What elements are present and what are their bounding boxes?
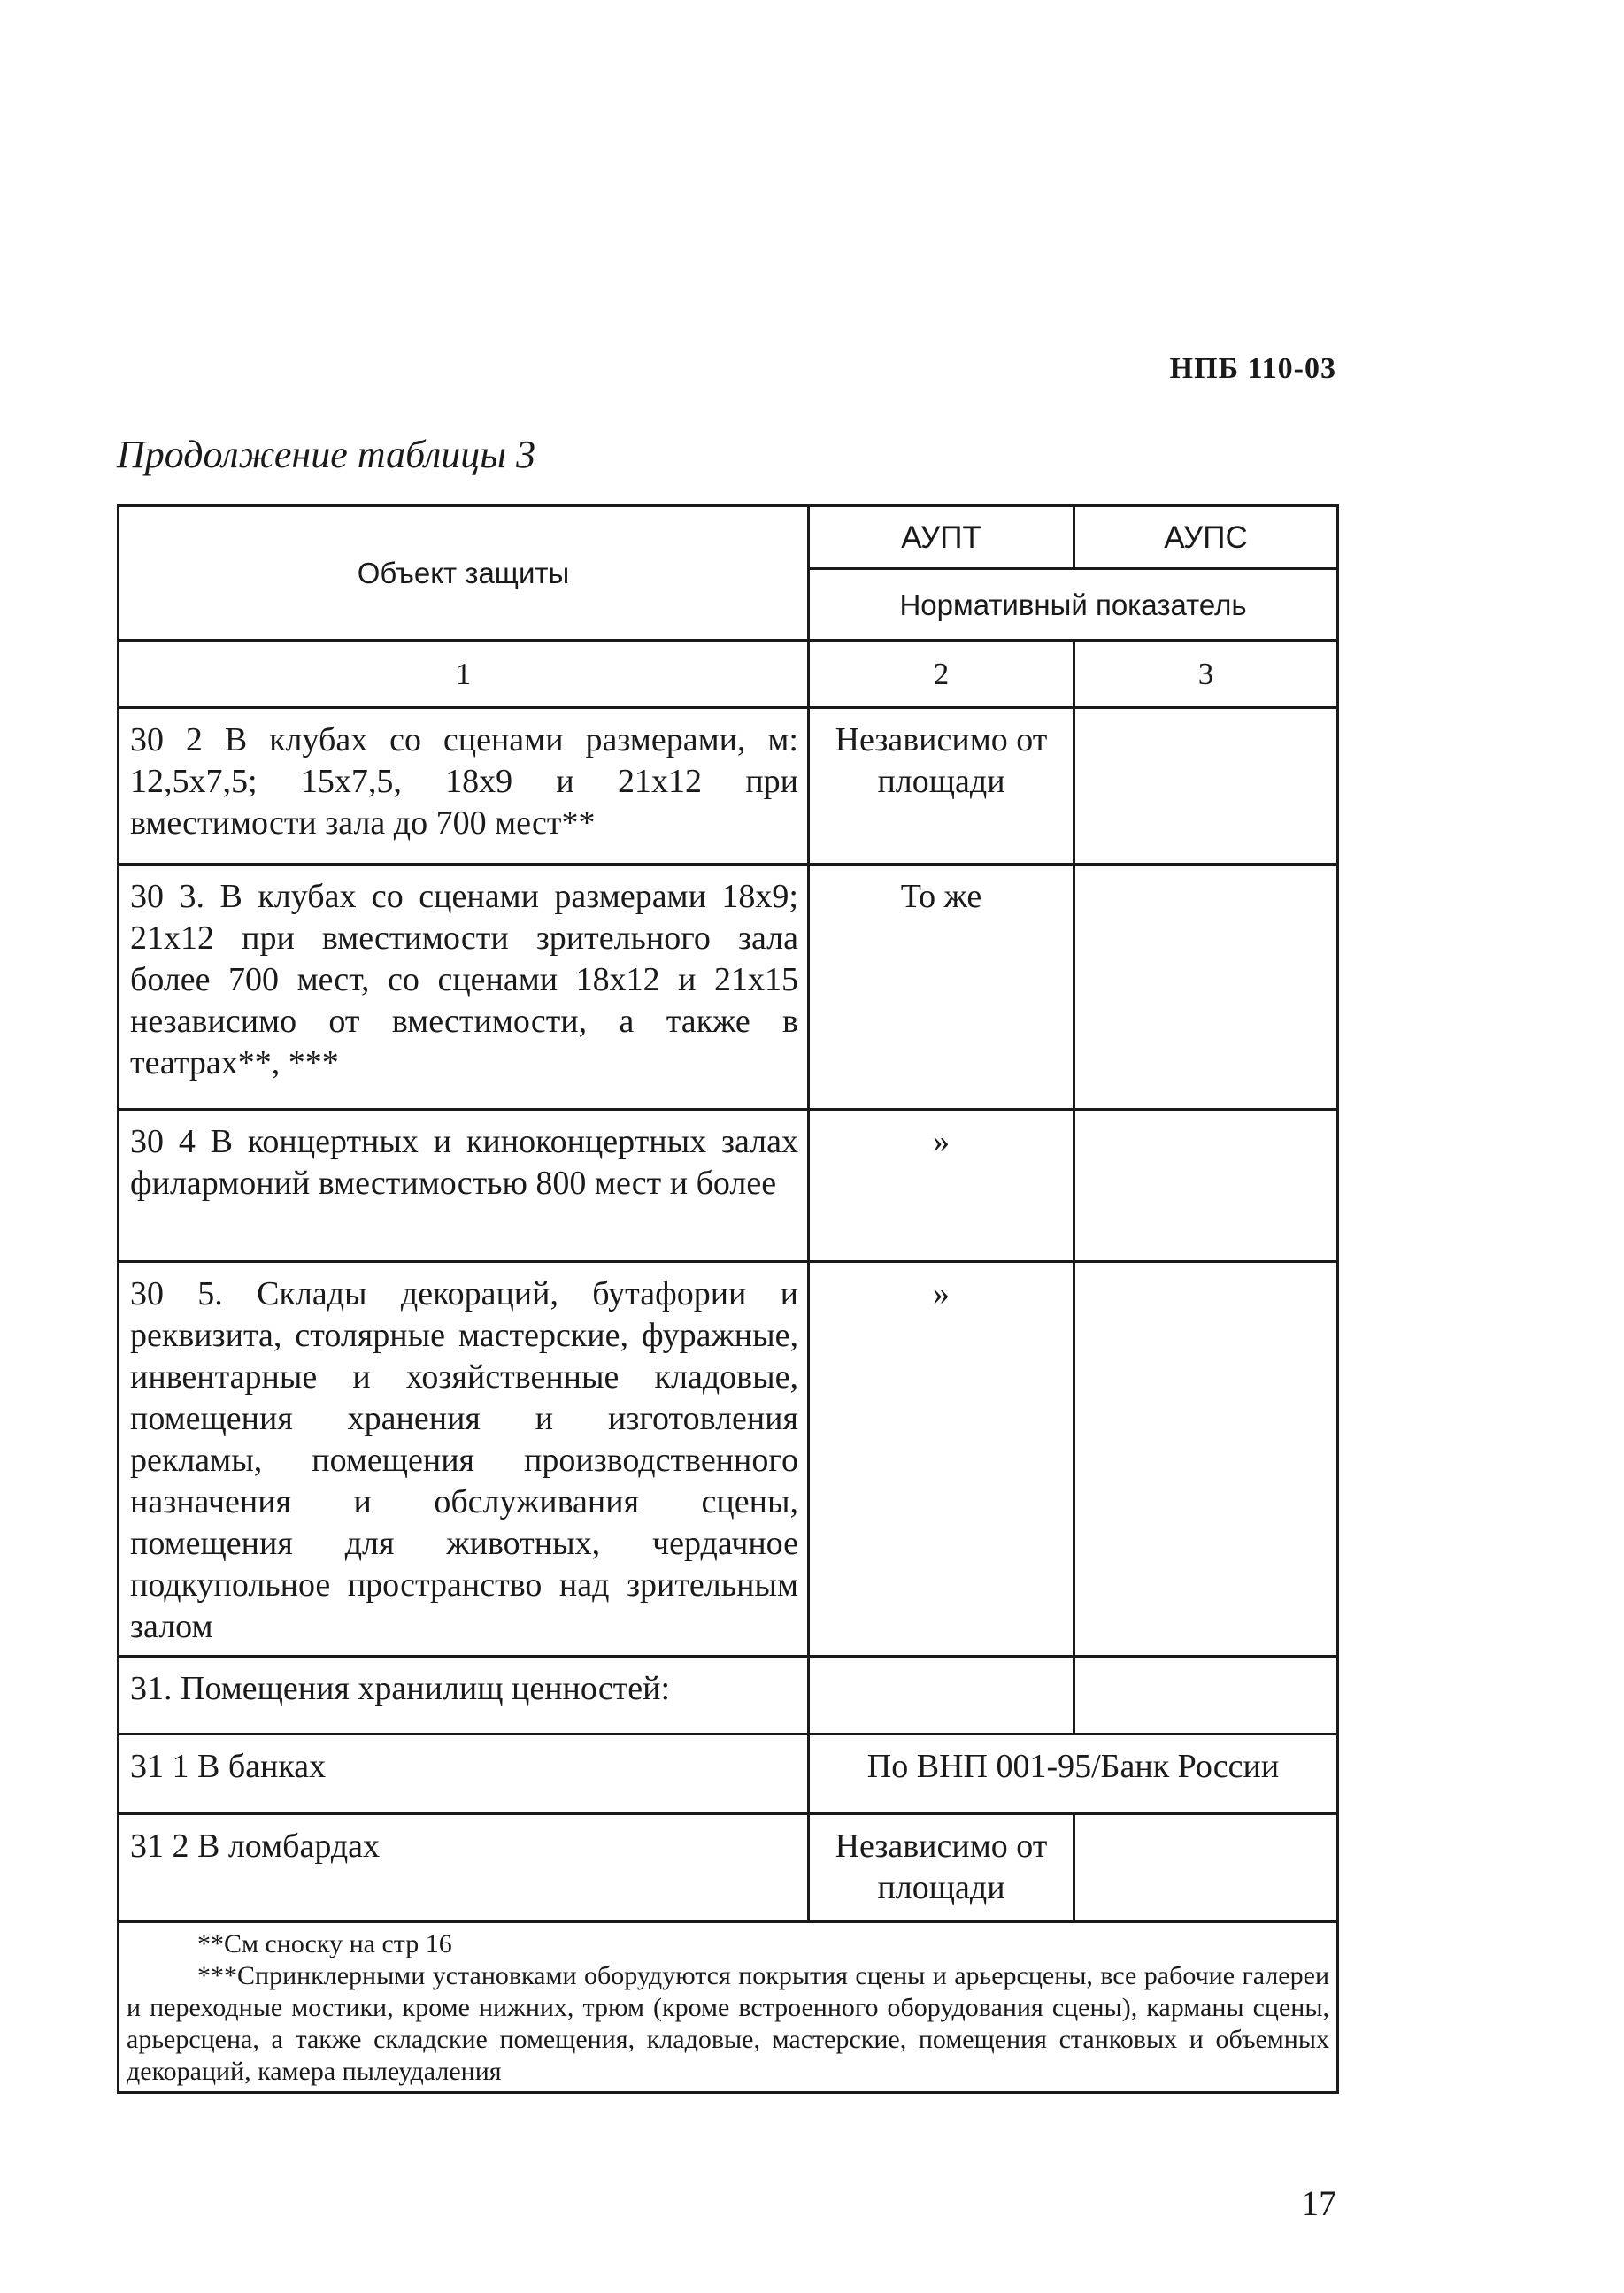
row-merged-value: По ВНП 001-95/Банк России	[809, 1735, 1338, 1814]
row-aups	[1074, 865, 1338, 1110]
row-object: 31. Помещения хранилищ ценностей:	[119, 1657, 809, 1735]
row-object: 30 3. В клубах со сценами размерами 18х9; 21х12 при вместимости зрительного зала более 700 мест, со сценами 18х12 и 21х15 независимо от вместимости, а также в театрах**, ***	[119, 865, 809, 1110]
header-aups: АУПС	[1074, 506, 1338, 569]
row-aupt: То же	[809, 865, 1074, 1110]
row-aups	[1074, 1657, 1338, 1735]
page-number: 17	[1301, 2183, 1336, 2223]
table-row	[119, 1110, 1338, 1262]
row-object: 30 5. Склады декораций, бутафории и реквизита, столярные мастерские, фуражные, инвентарные и хозяйственные кладовые, помещения хранения и изготовления рекламы, помещения производственного назначения и обслуживания сцены, помещения для животных, чердачное подкупольное пространство над зрительным залом	[119, 1262, 809, 1657]
row-aupt: Независимо от площади	[809, 708, 1074, 865]
column-numbers-row	[119, 641, 1338, 708]
header-aupt: АУПТ	[809, 506, 1074, 569]
protection-table	[117, 504, 1339, 2094]
table-row	[119, 1814, 1338, 1922]
table-row	[119, 1262, 1338, 1657]
footnote: **См сноску на стр 16	[197, 1929, 452, 1958]
header-row	[119, 506, 1338, 569]
table-row	[119, 865, 1338, 1110]
row-aups	[1074, 708, 1338, 865]
header-normative: Нормативный показатель	[809, 569, 1338, 641]
column-number: 3	[1074, 641, 1338, 708]
row-aupt: Независимо от площади	[809, 1814, 1074, 1922]
table-row	[119, 1657, 1338, 1735]
table-row	[119, 1735, 1338, 1814]
notes-row	[119, 1922, 1338, 2093]
header-object: Объект защиты	[119, 506, 809, 641]
footnote: ***Спринклерными установками оборудуются покрытия сцены и арьерсцены, все рабочие галереи и переходные мостики, кроме нижних, трюм (кроме встроенного оборудования сцены), карманы сцены, арьерсцена, а также складские помещения, кладовые, мастерские, помещения станковых и объемных декораций, камера пылеудаления	[127, 1961, 1329, 2086]
row-aups	[1074, 1110, 1338, 1262]
document-code: НПБ 110-03	[1169, 352, 1336, 385]
table-caption: Продолжение таблицы 3	[117, 433, 536, 476]
row-aupt	[809, 1657, 1074, 1735]
row-aupt: »	[809, 1262, 1074, 1657]
column-number: 1	[119, 641, 809, 708]
row-aups	[1074, 1814, 1338, 1922]
row-aupt: »	[809, 1110, 1074, 1262]
row-object: 31 2 В ломбардах	[119, 1814, 809, 1922]
column-number: 2	[809, 641, 1074, 708]
row-aups	[1074, 1262, 1338, 1657]
row-object: 30 4 В концертных и киноконцертных залах филармоний вместимостью 800 мест и более	[119, 1110, 809, 1262]
row-object: 31 1 В банках	[119, 1735, 809, 1814]
footnotes	[119, 1922, 1338, 2093]
row-object: 30 2 В клубах со сценами размерами, м: 12,5х7,5; 15х7,5, 18х9 и 21х12 при вместимости зала до 700 мест**	[119, 708, 809, 865]
table-row	[119, 708, 1338, 865]
